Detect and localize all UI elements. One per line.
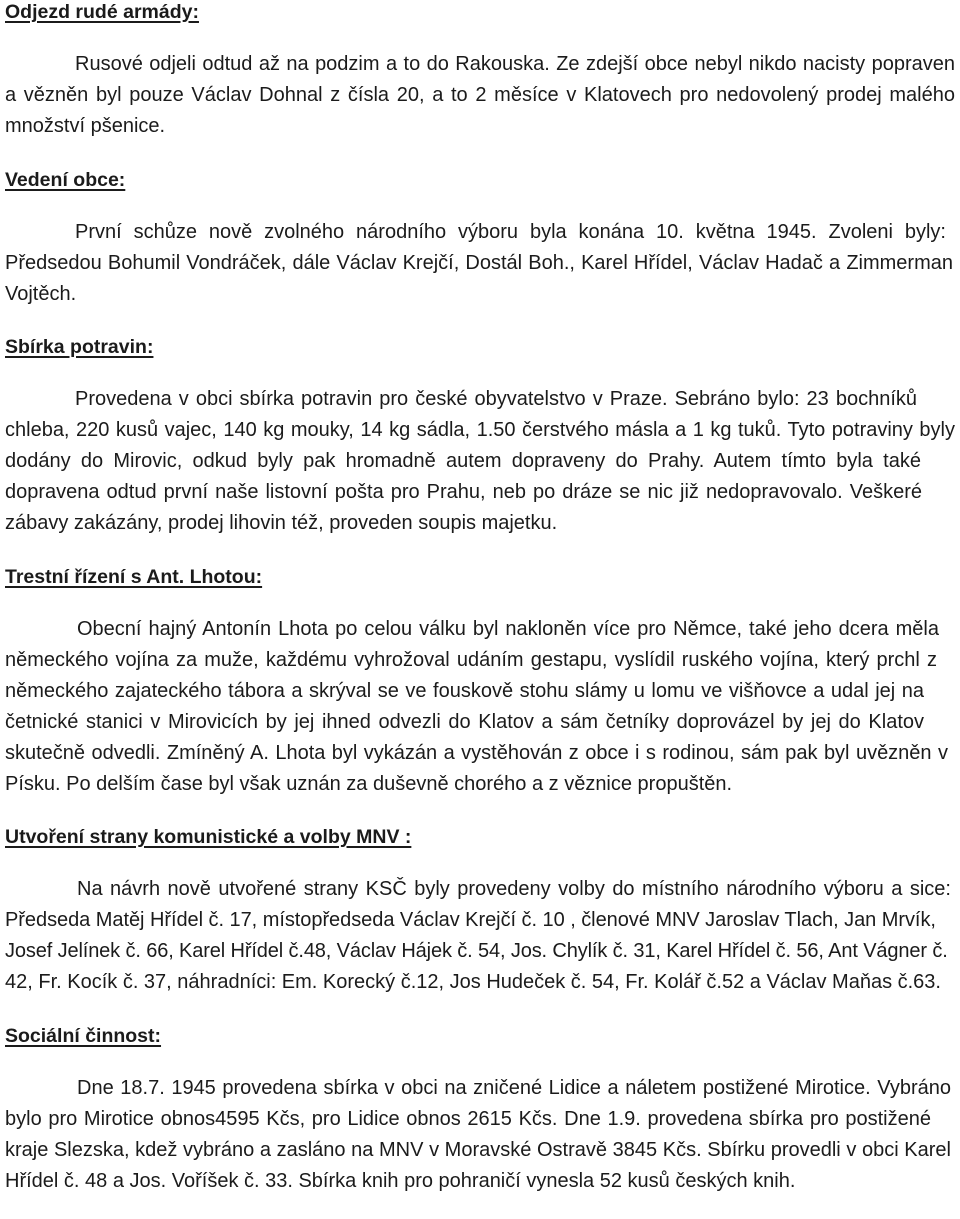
- section-utvoreni-strany: [5, 822, 955, 998]
- paragraph-line: kraje Slezska, kdež vybráno a zasláno na MNV v Moravské Ostravě 3845 Kčs. Sbírku provedli v obci Karel: [5, 1138, 951, 1161]
- section-heading: Trestní řízení s Ant. Lhotou:: [5, 565, 263, 588]
- section-heading: Odjezd rudé armády:: [5, 1, 199, 23]
- section-odjezd-rude-armady: [5, 0, 955, 142]
- section-heading: Sbírka potravin:: [5, 336, 154, 358]
- paragraph-line: chleba, 220 kusů vajec, 140 kg mouky, 14 kg sádla, 1.50 čerstvého másla a 1 kg tuků. Tyto potraviny byly: [5, 419, 955, 441]
- section-sbirka-potravin: [5, 332, 955, 539]
- paragraph-line: Josef Jelínek č. 66, Karel Hřídel č.48, Václav Hájek č. 54, Jos. Chylík č. 31, Karel Hřídel č. 56, Ant Vágner č.: [5, 940, 948, 962]
- paragraph: [5, 49, 955, 142]
- paragraph-line: Na návrh nově utvořené strany KSČ byly provedeny volby do místního národního výboru a sice:: [77, 878, 951, 900]
- paragraph-line: bylo pro Mirotice obnos4595 Kčs, pro Lidice obnos 2615 Kčs. Dne 1.9. provedena sbírka pro postižené: [5, 1107, 931, 1130]
- paragraph-line: Provedena v obci sbírka potravin pro české obyvatelstvo v Praze. Sebráno bylo: 23 bochníků: [75, 388, 917, 410]
- paragraph-line: Dne 18.7. 1945 provedena sbírka v obci na zničené Lidice a náletem postižené Mirotice. Vybráno: [77, 1076, 951, 1099]
- paragraph-line: množství pšenice.: [5, 115, 166, 137]
- paragraph: [5, 1073, 955, 1197]
- paragraph-line: skutečně odvedli. Zmíněný A. Lhota byl vykázán a vystěhován z obce i s rodinou, sám pak byl uvězněn v: [5, 741, 948, 764]
- paragraph-line: dopravena odtud první naše listovní pošta pro Prahu, neb po dráze se nic již nedopravovalo. Veškeré: [5, 481, 922, 503]
- section-trestni-rizeni: [5, 562, 955, 800]
- paragraph-line: 42, Fr. Kocík č. 37, náhradníci: Em. Korecký č.12, Jos Hudeček č. 54, Fr. Kolář č.52 a Václav Maňas č.63.: [5, 971, 941, 993]
- paragraph-line: a vězněn byl pouze Václav Dohnal z čísla 20, a to 2 měsíce v Klatovech pro nedovolený prodej malého: [5, 84, 955, 106]
- paragraph-line: četnické stanici v Mirovicích by jej ihned odvezli do Klatov a sám četníky doprovázel by jej do Klatov: [5, 710, 924, 733]
- paragraph-line: dodány do Mirovic, odkud byly pak hromadně autem dopraveny do Prahy. Autem tímto byla také: [5, 450, 921, 472]
- paragraph-line: Vojtěch.: [5, 282, 77, 305]
- section-heading: Vedení obce:: [5, 168, 126, 191]
- paragraph-line: První schůze nově zvolného národního výboru byla konána 10. května 1945. Zvoleni byly:: [75, 220, 946, 243]
- paragraph-line: Předsedou Bohumil Vondráček, dále Václav Krejčí, Dostál Boh., Karel Hřídel, Václav Hadač a Zimmerman: [5, 251, 953, 274]
- paragraph: [5, 874, 955, 998]
- paragraph-line: Obecní hajný Antonín Lhota po celou válku byl nakloněn více pro Němce, také jeho dcera měla: [77, 617, 939, 640]
- paragraph: [5, 384, 955, 539]
- paragraph-line: Písku. Po delším čase byl však uznán za duševně chorého a z věznice propuštěn.: [5, 772, 733, 795]
- section-heading: Sociální činnost:: [5, 1024, 162, 1047]
- paragraph-line: německého vojína za muže, každému vyhrožoval udáním gestapu, vyslídil ruského vojína, který prchl z: [5, 648, 937, 671]
- paragraph: [5, 217, 955, 310]
- paragraph: [5, 614, 955, 800]
- section-socialni-cinnost: [5, 1021, 955, 1197]
- document-page: [5, 0, 955, 1219]
- paragraph-line: Hřídel č. 48 a Jos. Voříšek č. 33. Sbírka knih pro pohraničí vynesla 52 kusů českých knih.: [5, 1169, 796, 1192]
- paragraph-line: německého zajateckého tábora a skrýval se ve fouskově stohu slámy u lomu ve višňovce a udal jej na: [5, 679, 924, 702]
- section-vedeni-obce: [5, 165, 955, 310]
- paragraph-line: Předseda Matěj Hřídel č. 17, místopředseda Václav Krejčí č. 10 , členové MNV Jaroslav Tlach, Jan Mrvík,: [5, 909, 936, 931]
- section-heading: Utvoření strany komunistické a volby MNV :: [5, 826, 412, 848]
- paragraph-line: Rusové odjeli odtud až na podzim a to do Rakouska. Ze zdejší obce nebyl nikdo nacisty popraven: [75, 53, 955, 75]
- paragraph-line: zábavy zakázány, prodej lihovin též, proveden soupis majetku.: [5, 512, 558, 534]
